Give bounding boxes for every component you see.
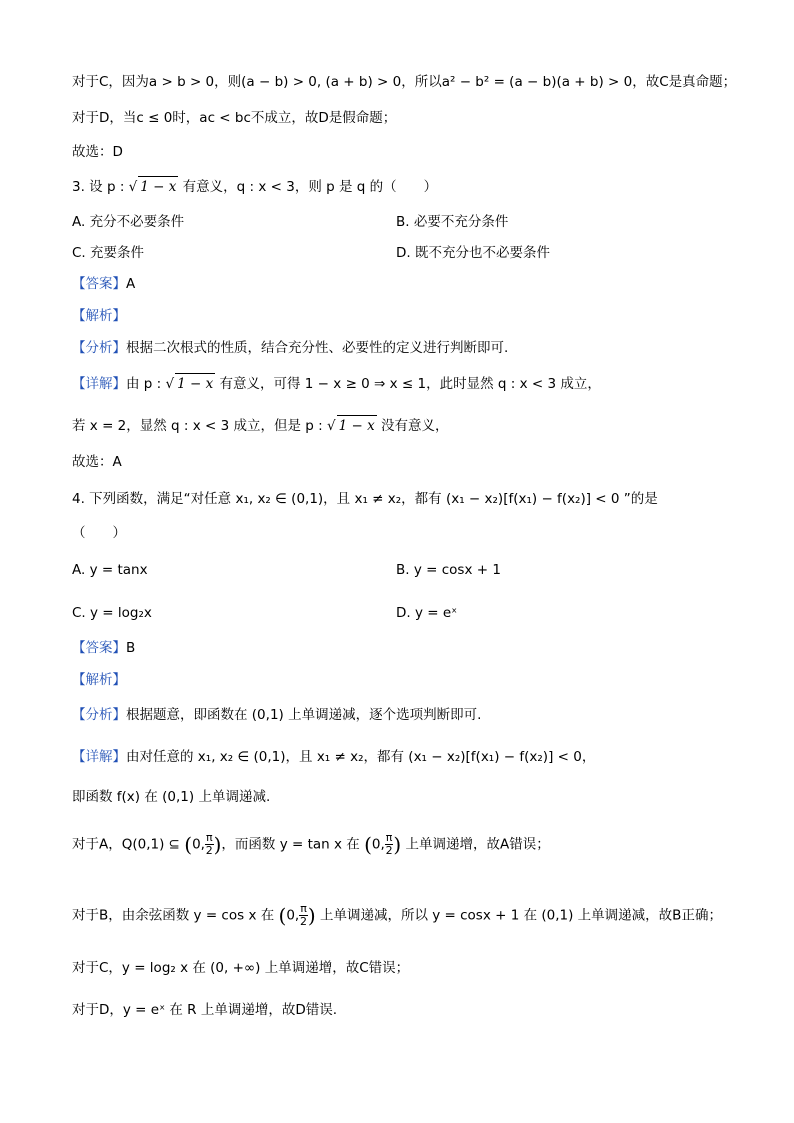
text-segment: 若 x = 2，显然 q : x < 3 成立，但是 p : [72, 418, 328, 434]
text-line: 对于C，因为a > b > 0，则(a − b) > 0, (a + b) > 0，所以a² − b² = (a − b)(a + b) > 0，故C是真命题； [72, 74, 737, 90]
xiangjie-line: 【详解】由 p : √ 1 − x 有意义，可得 1 − x ≥ 0 ⇒ x ≤ 1，此时显然 q : x < 3 成立， [72, 373, 601, 394]
analysis-header [72, 306, 126, 326]
xiangjie-text-end: 有意义，可得 1 − x ≥ 0 ⇒ x ≤ 1，此时显然 q : x < 3 成立， [215, 376, 601, 392]
sqrt-expression: 1 − x [138, 176, 178, 197]
text-segment: ，而函数 y = tan x 在 [221, 836, 365, 853]
text-line: 对于A，Q(0,1) ⊆ (0, $\frac{\pi}{2}$ )，而函数 y = tan x 在 (0, $\frac{\pi}{2}$ ) 上单调递增，故A错误； [72, 831, 550, 857]
interval-start: 0, [371, 836, 385, 853]
question-4: 4. 下列函数，满足“对任意 x₁, x₂ ∈ (0,1)，且 x₁ ≠ x₂，都有 (x₁ − x₂)[f(x₁) − f(x₂)] < 0 ”的是 [72, 491, 658, 507]
option-b: B. y = cosx + 1 [396, 562, 501, 578]
interval-start: 0, [192, 836, 205, 853]
xiangjie-label: 【详解】 [72, 376, 126, 392]
analysis-label: 【解析】 [72, 308, 126, 324]
pi-over-2 [299, 903, 308, 928]
option-c: C. y = log₂x [72, 605, 152, 621]
fenxi-label: 【分析】 [72, 340, 126, 356]
option-a: A. 充分不必要条件 [72, 214, 185, 230]
option-a: A. y = tanx [72, 562, 148, 578]
option-c: C. 充要条件 [72, 245, 145, 261]
frac-numerator: π [385, 831, 393, 844]
fenxi-line [72, 338, 508, 358]
xiangjie-text: 由对任意的 x₁, x₂ ∈ (0,1)，且 x₁ ≠ x₂，都有 (x₁ − x₂)[f(x₁) − f(x₂)] < 0， [126, 749, 596, 765]
interval-start: 0, [286, 907, 300, 924]
text-line: 对于D，y = eˣ 在 R 上单调递增，故D错误. [72, 1002, 338, 1018]
xiangjie-line [72, 747, 595, 767]
option-d: D. 既不充分也不必要条件 [396, 245, 550, 261]
answer-label: 【答案】 [72, 276, 126, 292]
text-segment: 对于A，Q(0,1) ⊆ [72, 836, 185, 853]
question-4-paren: （ ） [72, 525, 126, 541]
sqrt-expression: 1 − x [175, 373, 215, 394]
option-b: B. 必要不充分条件 [396, 214, 509, 230]
answer-line [72, 274, 135, 294]
frac-numerator: π [300, 902, 307, 915]
analysis-label: 【解析】 [72, 672, 126, 688]
answer-value: A [126, 276, 136, 292]
text-segment: 对于B，由余弦函数 y = cos x 在 [72, 907, 279, 924]
frac-denominator: 2 [205, 844, 213, 857]
answer-value: B [126, 640, 136, 656]
xiangjie-label: 【详解】 [72, 749, 126, 765]
analysis-header [72, 670, 126, 690]
q3-stem-start: 3. 设 p : [72, 179, 129, 195]
text-line: 即函数 f(x) 在 (0,1) 上单调递减. [72, 789, 271, 805]
fenxi-text: 根据二次根式的性质，结合充分性、必要性的定义进行判断即可. [126, 340, 509, 356]
fenxi-line [72, 705, 481, 725]
frac-denominator: 2 [385, 844, 393, 857]
text-segment: 上单调递减，所以 y = cosx + 1 在 (0,1) 上单调递减，故B正确； [315, 907, 722, 924]
option-d: D. y = eˣ [396, 605, 458, 621]
answer-line [72, 638, 135, 658]
question-3: 3. 设 p : √ 1 − x 有意义，q : x < 3，则 p 是 q 的（ ） [72, 176, 437, 197]
sqrt-expression: 1 − x [337, 415, 377, 436]
frac-numerator: π [205, 831, 213, 844]
text-line: 对于D，当c ≤ 0时，ac < bc不成立，故D是假命题； [72, 110, 397, 126]
q3-stem-end: 有意义，q : x < 3，则 p 是 q 的（ ） [178, 179, 438, 195]
text-line: 对于B，由余弦函数 y = cos x 在 (0, $\frac{\pi}{2}$ ) 上单调递减，所以 y = cosx + 1 在 (0,1) 上单调递减，故B正确； [72, 902, 722, 928]
pi-over-2 [205, 832, 214, 857]
text-line: 对于C，y = log₂ x 在 (0, +∞) 上单调递增，故C错误； [72, 960, 410, 976]
text-line: 故选：D [72, 144, 123, 160]
fenxi-text: 根据题意，即函数在 (0,1) 上单调递减，逐个选项判断即可. [126, 707, 482, 723]
answer-label: 【答案】 [72, 640, 126, 656]
text-line: 若 x = 2，显然 q : x < 3 成立，但是 p : √ 1 − x 没有意义， [72, 415, 449, 436]
text-segment: 上单调递增，故A错误； [401, 836, 550, 853]
text-line: 故选：A [72, 454, 122, 470]
text-segment: 没有意义， [376, 418, 449, 434]
frac-denominator: 2 [300, 915, 308, 928]
fenxi-label: 【分析】 [72, 707, 126, 723]
xiangjie-text-start: 由 p : [126, 376, 166, 392]
